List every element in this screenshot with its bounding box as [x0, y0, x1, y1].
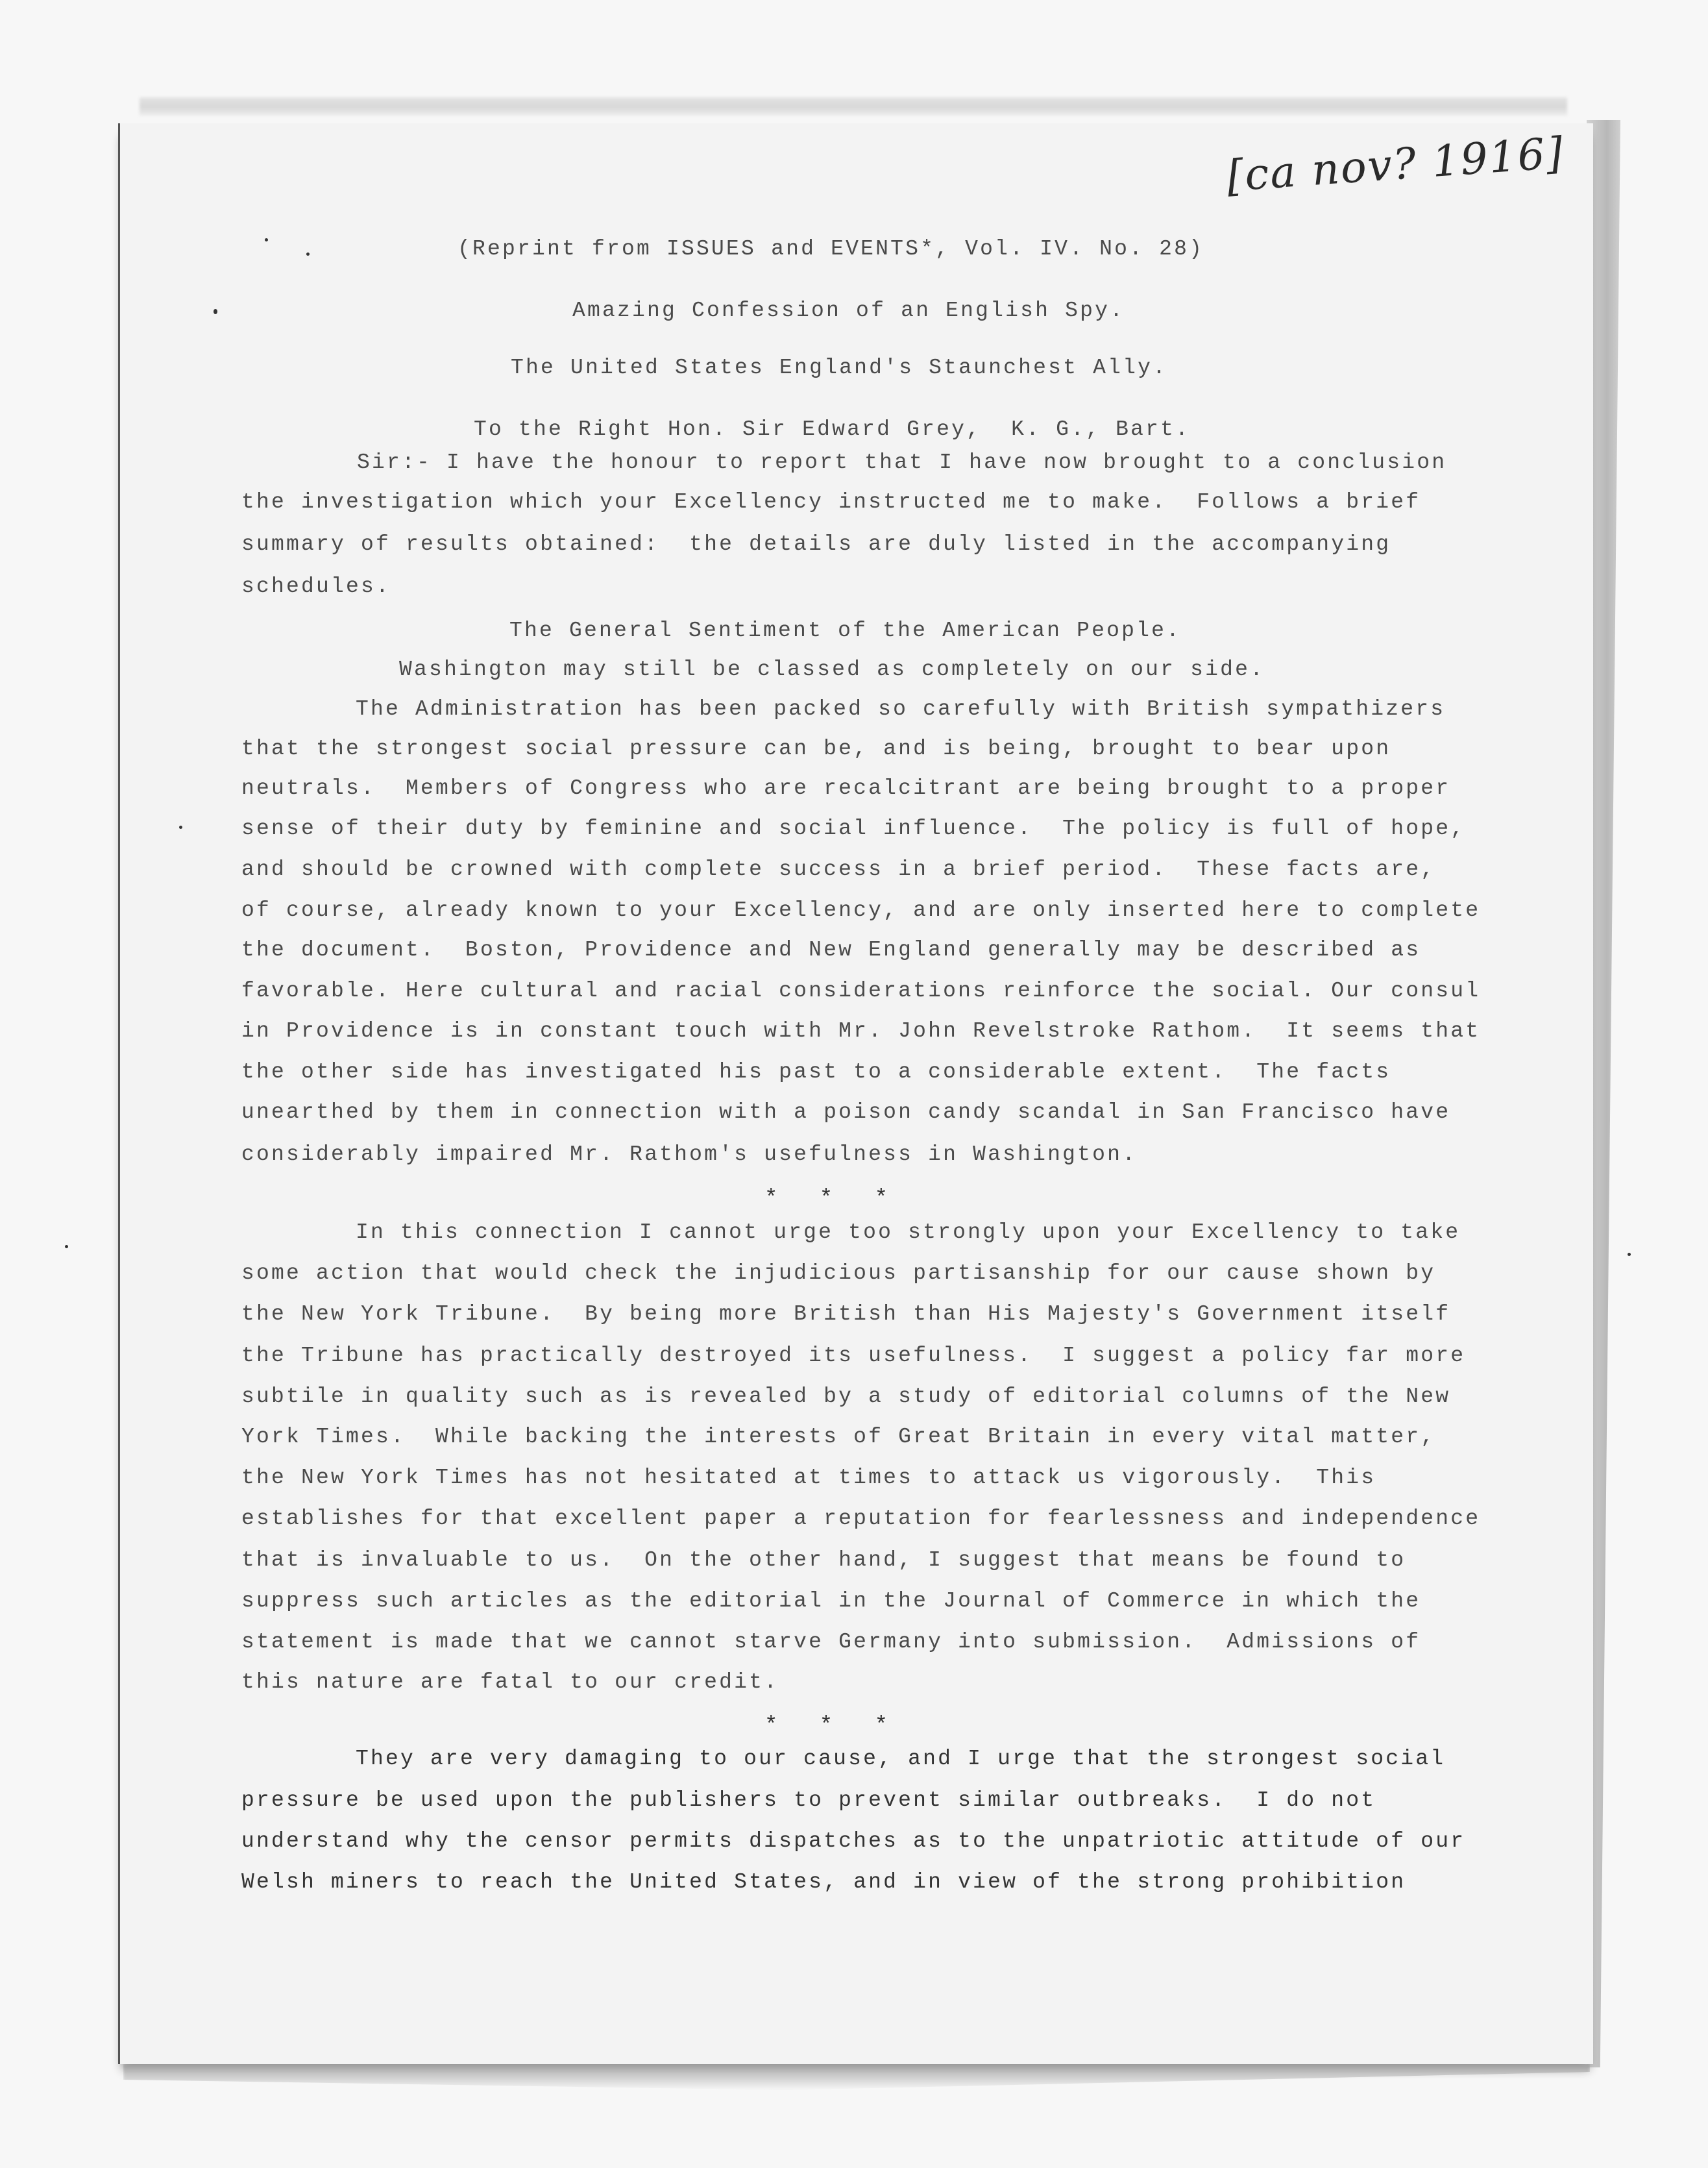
- handwritten-date-annotation: [ca nov? 1916]: [1225, 127, 1566, 202]
- body-line: Sir:- I have the honour to report that I have now brought to a conclusion: [357, 450, 1447, 474]
- paragraph-line: They are very damaging to our cause, and I urge that the strongest social: [356, 1747, 1446, 1771]
- paragraph-line: establishes for that excellent paper a reputation for fearlessness and independence: [241, 1507, 1481, 1531]
- paragraph-line: unearthed by them in connection with a poison candy scandal in San Francisco have: [241, 1100, 1451, 1124]
- paragraph-line: understand why the censor permits dispatches as to the unpatriotic attitude of our: [241, 1829, 1466, 1853]
- addressee: To the Right Hon. Sir Edward Grey, K. G., Bart.: [474, 417, 1191, 441]
- section-separator: * * *: [764, 1187, 903, 1211]
- paragraph-line: subtile in quality such as is revealed by a study of editorial columns of the New: [241, 1385, 1451, 1409]
- paragraph-line: Welsh miners to reach the United States, and in view of the strong prohibition: [241, 1870, 1406, 1894]
- body-line: summary of results obtained: the details are duly listed in the accompanying: [241, 532, 1391, 556]
- paragraph-line: In this connection I cannot urge too strongly upon your Excellency to take: [356, 1220, 1461, 1244]
- paragraph-line: statement is made that we cannot starve Germany into submission. Admissions of: [241, 1630, 1421, 1654]
- paragraph-line: in Providence is in constant touch with Mr. John Revelstroke Rathom. It seems that: [241, 1019, 1481, 1043]
- paragraph-line: York Times. While backing the interests of Great Britain in every vital matter,: [241, 1425, 1436, 1449]
- document-subtitle: The United States England's Staunchest Ally.: [511, 356, 1168, 380]
- paragraph-line: this nature are fatal to our credit.: [241, 1670, 779, 1694]
- paragraph-line: the document. Boston, Providence and New England generally may be described as: [241, 938, 1421, 962]
- stray-mark: [179, 826, 182, 829]
- stray-mark: [1628, 1253, 1631, 1256]
- section-heading: The General Sentiment of the American People.: [509, 619, 1182, 643]
- paragraph-line: some action that would check the injudicious partisanship for our cause shown by: [241, 1261, 1436, 1285]
- document-title: Amazing Confession of an English Spy.: [572, 299, 1125, 323]
- reprint-line: (Reprint from ISSUES and EVENTS*, Vol. IV. No. 28): [458, 237, 1204, 261]
- section-subheading: Washington may still be classed as completely on our side.: [399, 658, 1265, 682]
- paragraph-line: the New York Times has not hesitated at times to attack us vigorously. This: [241, 1466, 1376, 1490]
- paragraph-line: pressure be used upon the publishers to prevent similar outbreaks. I do not: [241, 1788, 1376, 1812]
- page-top-edge-shadow: [140, 97, 1567, 116]
- stray-mark: [265, 238, 268, 241]
- paragraph-line: that the strongest social pressure can be, and is being, brought to bear upon: [241, 737, 1391, 761]
- paragraph-line: suppress such articles as the editorial in the Journal of Commerce in which the: [241, 1589, 1421, 1613]
- stray-mark: [65, 1245, 68, 1248]
- stray-mark: [214, 309, 217, 314]
- paragraph-line: and should be crowned with complete success in a brief period. These facts are,: [241, 857, 1436, 881]
- paragraph-line: the Tribune has practically destroyed its usefulness. I suggest a policy far more: [241, 1344, 1466, 1368]
- paragraph-line: The Administration has been packed so carefully with British sympathizers: [356, 697, 1446, 721]
- paragraph-line: favorable. Here cultural and racial considerations reinforce the social. Our consul: [241, 979, 1481, 1003]
- paragraph-line: sense of their duty by feminine and social influence. The policy is full of hope,: [241, 817, 1466, 841]
- paragraph-line: considerably impaired Mr. Rathom's usefulness in Washington.: [241, 1142, 1138, 1166]
- document-page: [118, 123, 1593, 2064]
- paragraph-line: of course, already known to your Excellency, and are only inserted here to complete: [241, 898, 1481, 922]
- paragraph-line: that is invaluable to us. On the other hand, I suggest that means be found to: [241, 1548, 1406, 1572]
- paragraph-line: neutrals. Members of Congress who are recalcitrant are being brought to a proper: [241, 776, 1451, 800]
- stray-mark: [306, 253, 310, 256]
- section-separator: * * *: [764, 1714, 903, 1738]
- paragraph-line: the New York Tribune. By being more British than His Majesty's Government itself: [241, 1302, 1451, 1326]
- body-line: the investigation which your Excellency instructed me to make. Follows a brief: [241, 490, 1421, 514]
- page-bottom-edge-shadow: [123, 2064, 1590, 2090]
- paragraph-line: the other side has investigated his past to a considerable extent. The facts: [241, 1060, 1391, 1084]
- body-line: schedules.: [241, 574, 391, 598]
